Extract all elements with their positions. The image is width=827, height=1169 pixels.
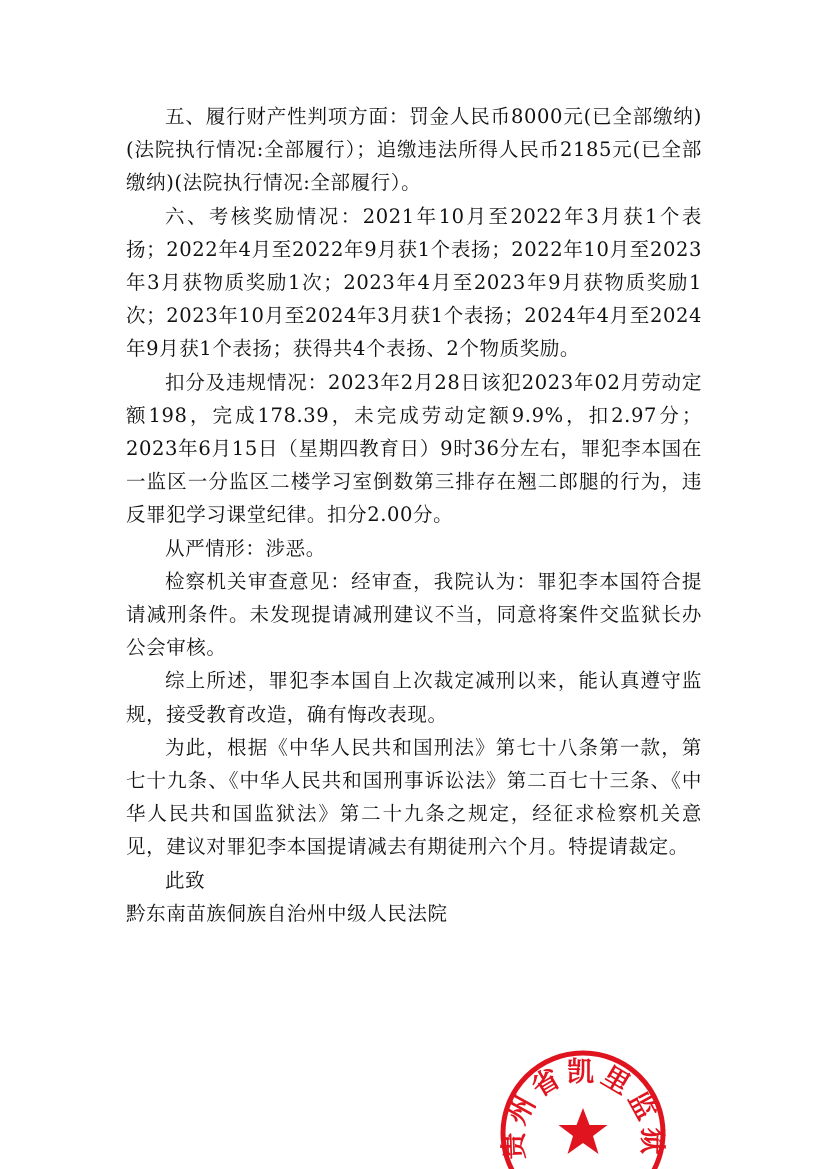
addressee: 黔东南苗族侗族自治州中级人民法院 [126, 901, 448, 925]
paragraph-rewards: 六、考核奖励情况：2021年10月至2022年3月获1个表扬；2022年4月至2022年9月获1个表扬；2022年10月至2023年3月获物质奖励1次；2023年4月至2023年9月获物质奖励1次；2023年10月至2024年3月获1个表扬；2024年4月至2024年9月获1个表扬；获得共4个表扬、2个物质奖励。 [126, 204, 702, 361]
paragraph-summary: 综上所述，罪犯李本国自上次裁定减刑以来，能认真遵守监规，接受教育改造，确有悔改表现。 [126, 669, 702, 726]
paragraph-procuratorate-opinion: 检察机关审查意见：经审查，我院认为：罪犯李本国符合提请减刑条件。未发现提请减刑建议不当，同意将案件交监狱长办公会审核。 [126, 569, 702, 660]
paragraph-legal-basis: 为此，根据《中华人民共和国刑法》第七十八条第一款，第七十九条、《中华人民共和国刑事诉讼法》第二百七十三条、《中华人民共和国监狱法》第二十九条之规定，经征求检察机关意见，建议对罪犯李本国提请减去有期徒刑六个月。特提请裁定。 [126, 735, 702, 859]
paragraph-salutation: 此致 [165, 868, 206, 892]
paragraph-strict-circumstances: 从严情形：涉恶。 [165, 536, 326, 560]
seal-text: 贵州省凯里监狱 [498, 1057, 668, 1160]
seal-star-icon [559, 1108, 608, 1154]
official-seal-stamp [498, 1048, 668, 1169]
paragraph-property-judgment: 五、履行财产性判项方面：罚金人民币8000元(已全部缴纳)(法院执行情况:全部履行）；追缴违法所得人民币2185元(已全部缴纳)(法院执行情况:全部履行）。 [126, 105, 702, 195]
document-body [126, 100, 702, 930]
paragraph-deductions: 扣分及违规情况：2023年2月28日该犯2023年02月劳动定额198，完成178.39，未完成劳动定额9.9%，扣2.97分；2023年6月15日（星期四教育日）9时36分左右，罪犯李本国在一监区一分监区二楼学习室倒数第三排存在翘二郎腿的行为，违反罪犯学习课堂纪律。扣分2.00分。 [126, 370, 702, 527]
